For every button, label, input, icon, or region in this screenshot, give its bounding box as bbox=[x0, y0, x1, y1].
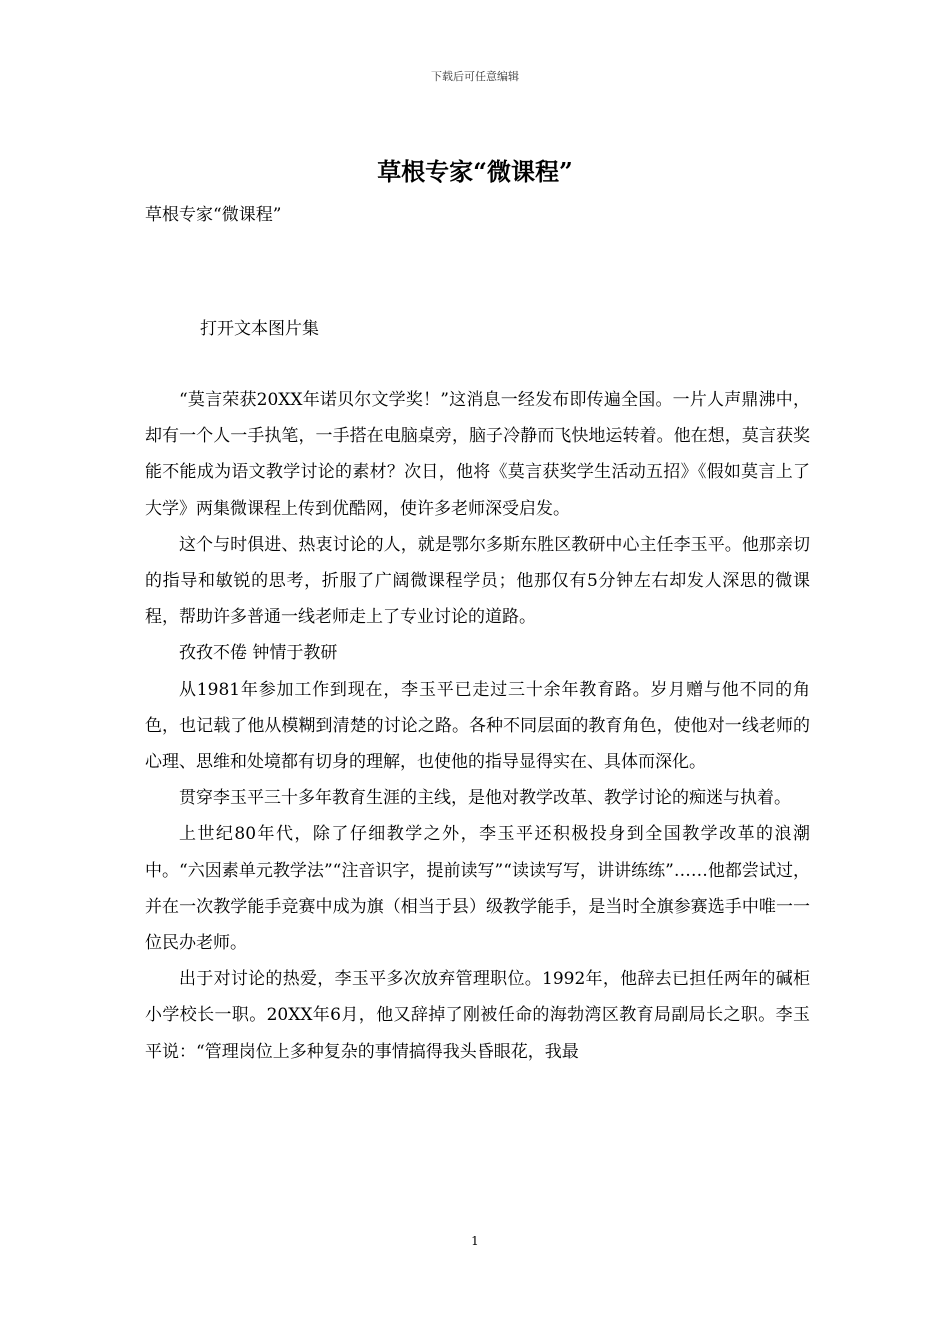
open-image-gallery-text: 打开文本图片集 bbox=[200, 319, 319, 339]
paragraph: 从1981年参加工作到现在，李玉平已走过三十余年教育路。岁月赠与他不同的角色，也记载了他从模糊到清楚的讨论之路。各种不同层面的教育角色，使他对一线老师的心理、思维和处境都有切身的理解，也使他的指导显得实在、具体而深化。 bbox=[145, 679, 810, 773]
article-body bbox=[145, 382, 810, 1070]
page-number: 1 bbox=[471, 1234, 479, 1248]
document-subtitle: 草根专家“微课程” bbox=[145, 205, 282, 225]
page-header-note: 下载后可任意编辑 bbox=[431, 70, 519, 83]
paragraph: 出于对讨论的热爱，李玉平多次放弃管理职位。1992年，他辞去已担任两年的碱柜小学校长一职。20XX年6月，他又辞掉了刚被任命的海勃湾区教育局副局长之职。李玉平说：“管理岗位上多种复杂的事情搞得我头昏眼花，我最 bbox=[145, 969, 810, 1062]
document-title: 草根专家“微课程” bbox=[377, 157, 573, 186]
paragraph: 贯穿李玉平三十多年教育生涯的主线，是他对教学改革、教学讨论的痴迷与执着。 bbox=[179, 788, 791, 809]
paragraph: 上世纪80年代，除了仔细教学之外，李玉平还积极投身到全国教学改革的浪潮中。“六因素单元教学法”“注音识字，提前读写”“读读写写，讲讲练练”……他都尝试过，并在一次教学能手竞赛中成为旗（相当于县）级教学能手，是当时全旗参赛选手中唯一一位民办老师。 bbox=[145, 824, 810, 954]
section-heading: 孜孜不倦 钟情于教研 bbox=[179, 643, 338, 664]
paragraph: 这个与时俱进、热衷讨论的人，就是鄂尔多斯东胜区教研中心主任李玉平。他那亲切的指导和敏锐的思考，折服了广阔微课程学员；他那仅有5分钟左右却发人深思的微课程，帮助许多普通一线老师走上了专业讨论的道路。 bbox=[145, 534, 810, 628]
paragraph: “莫言荣获20XX年诺贝尔文学奖！”这消息一经发布即传遍全国。一片人声鼎沸中，却有一个人一手执笔，一手搭在电脑桌旁，脑子冷静而飞快地运转着。他在想，莫言获奖能不能成为语文教学讨论的素材？次日，他将《莫言获奖学生活动五招》《假如莫言上了大学》两集微课程上传到优酷网，使许多老师深受启发。 bbox=[145, 390, 810, 519]
